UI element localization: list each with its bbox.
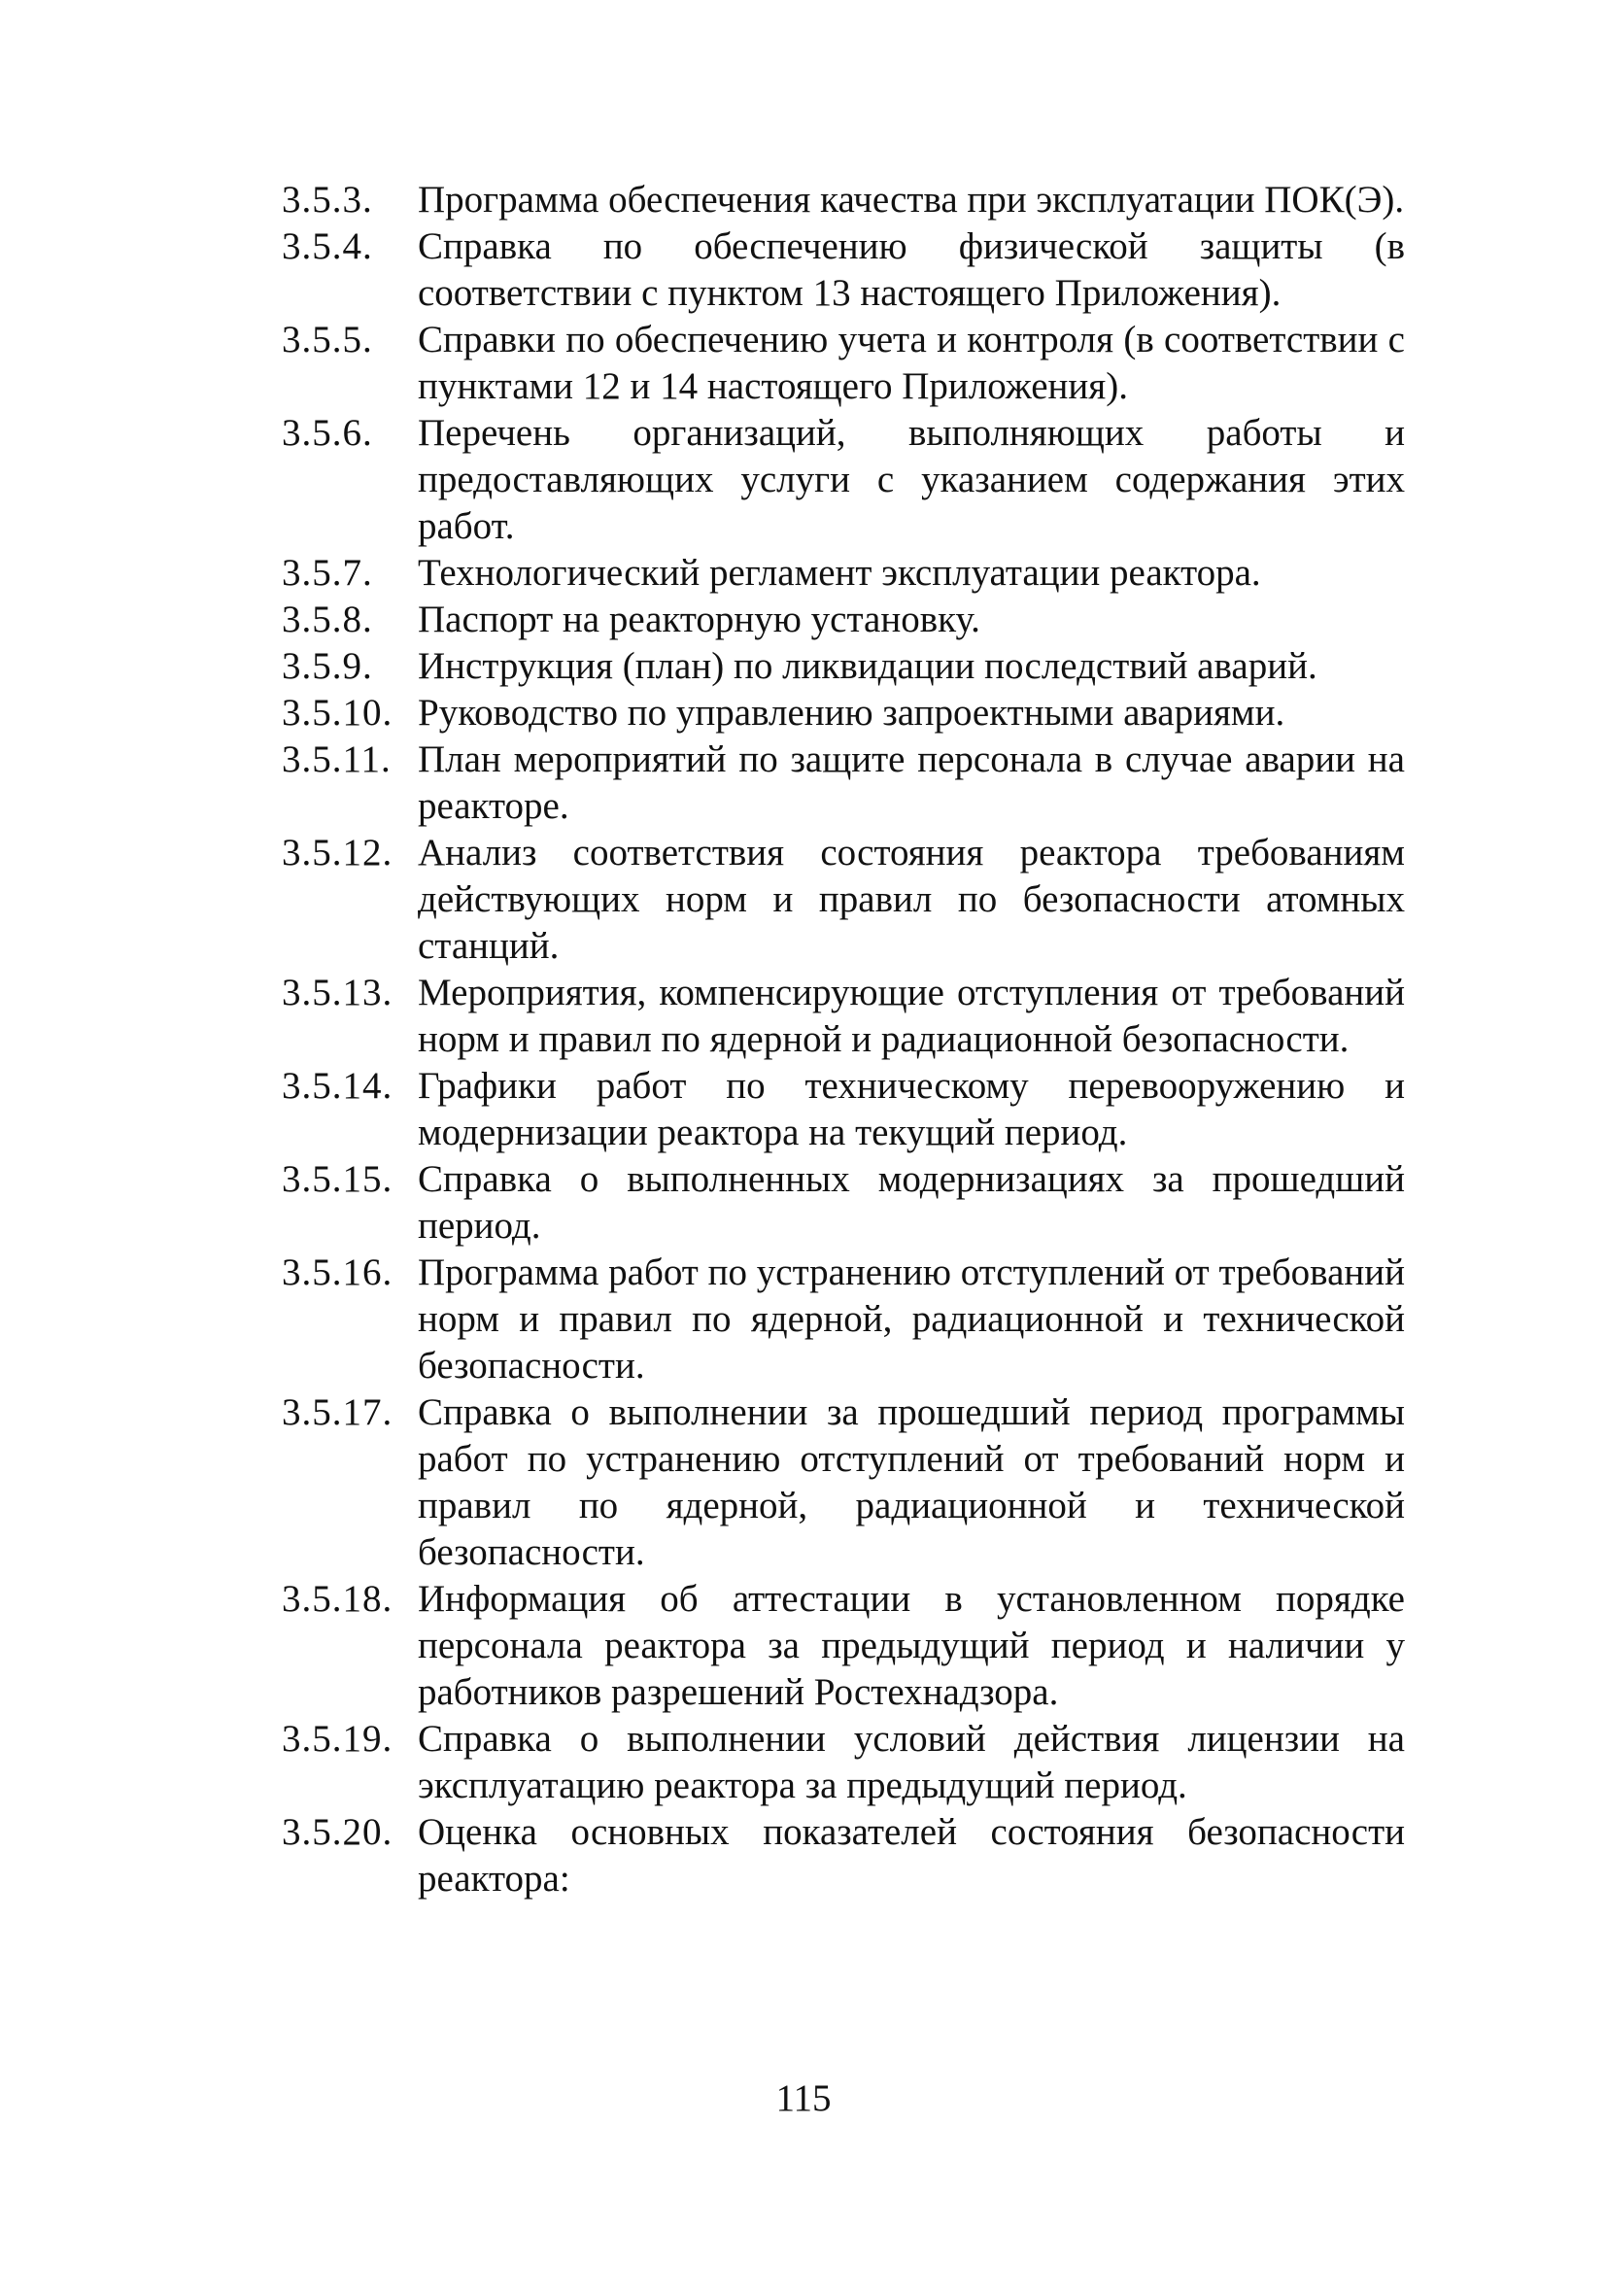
item-number: 3.5.8.	[282, 599, 373, 640]
item-text: Технологический регламент эксплуатации реактора.	[418, 552, 1261, 594]
item-text: Информация об аттестации в установленном порядке персонала реактора за предыдущий период и наличии у работников разрешений Ростехнадзора.	[418, 1578, 1405, 1713]
item-text: Паспорт на реакторную установку.	[418, 599, 980, 640]
item-number: 3.5.5.	[282, 319, 373, 360]
item-text: Справка о выполненных модернизациях за прошедший период.	[418, 1158, 1405, 1247]
item-text: Справка о выполнении условий действия лицензии на эксплуатацию реактора за предыдущий период.	[418, 1718, 1405, 1806]
item-text: Инструкция (план) по ликвидации последствий аварий.	[418, 645, 1317, 687]
item-text: Программа работ по устранению отступлений от требований норм и правил по ядерной, радиационной и технической безопасности.	[418, 1251, 1405, 1387]
item-text: Графики работ по техническому перевооружению и модернизации реактора на текущий период.	[418, 1065, 1405, 1153]
list-item	[282, 970, 1405, 1063]
item-text: Мероприятия, компенсирующие отступления от требований норм и правил по ядерной и радиационной безопасности.	[418, 972, 1405, 1060]
list-item	[282, 317, 1405, 410]
item-number: 3.5.10.	[282, 692, 393, 734]
item-text: Программа обеспечения качества при эксплуатации ПОК(Э).	[418, 179, 1405, 221]
item-text: Справка по обеспечению физической защиты (в соответствии с пунктом 13 настоящего Приложения).	[418, 225, 1405, 314]
item-number: 3.5.16.	[282, 1251, 393, 1293]
list-item	[282, 1063, 1405, 1156]
item-text: Перечень организаций, выполняющих работы и предоставляющих услуги с указанием содержания этих работ.	[418, 412, 1405, 547]
item-number: 3.5.6.	[282, 412, 373, 454]
item-number: 3.5.20.	[282, 1811, 393, 1853]
item-number: 3.5.14.	[282, 1065, 393, 1107]
item-number: 3.5.9.	[282, 645, 373, 687]
item-number: 3.5.12.	[282, 832, 393, 874]
item-number: 3.5.17.	[282, 1391, 393, 1433]
list-item	[282, 550, 1405, 597]
list-item	[282, 1576, 1405, 1716]
list-item	[282, 1156, 1405, 1250]
list-item	[282, 830, 1405, 970]
item-number: 3.5.7.	[282, 552, 373, 594]
item-number: 3.5.18.	[282, 1578, 393, 1620]
item-text: Руководство по управлению запроектными авариями.	[418, 692, 1285, 734]
item-number: 3.5.4.	[282, 225, 373, 267]
list-item	[282, 177, 1405, 223]
item-text: План мероприятий по защите персонала в случае аварии на реакторе.	[418, 738, 1405, 827]
item-number: 3.5.15.	[282, 1158, 393, 1200]
list-item	[282, 1809, 1405, 1902]
list-item	[282, 1716, 1405, 1809]
item-text: Справки по обеспечению учета и контроля (в соответствии с пунктами 12 и 14 настоящего Приложения).	[418, 319, 1405, 407]
list-item	[282, 223, 1405, 317]
list-item	[282, 737, 1405, 830]
list-item	[282, 1250, 1405, 1389]
item-number: 3.5.11.	[282, 738, 392, 780]
item-text: Оценка основных показателей состояния безопасности реактора:	[418, 1811, 1405, 1900]
list-item	[282, 597, 1405, 643]
list-item	[282, 1389, 1405, 1576]
item-text: Анализ соответствия состояния реактора требованиям действующих норм и правил по безопасности атомных станций.	[418, 832, 1405, 967]
list-item	[282, 690, 1405, 737]
list-item	[282, 643, 1405, 690]
item-text: Справка о выполнении за прошедший период программы работ по устранению отступлений от требований норм и правил по ядерной, радиационной и технической безопасности.	[418, 1391, 1405, 1573]
item-number: 3.5.13.	[282, 972, 393, 1013]
item-number: 3.5.3.	[282, 179, 373, 221]
page-number: 115	[775, 2077, 832, 2119]
list-item	[282, 410, 1405, 550]
requirements-list	[282, 177, 1405, 1902]
item-number: 3.5.19.	[282, 1718, 393, 1760]
